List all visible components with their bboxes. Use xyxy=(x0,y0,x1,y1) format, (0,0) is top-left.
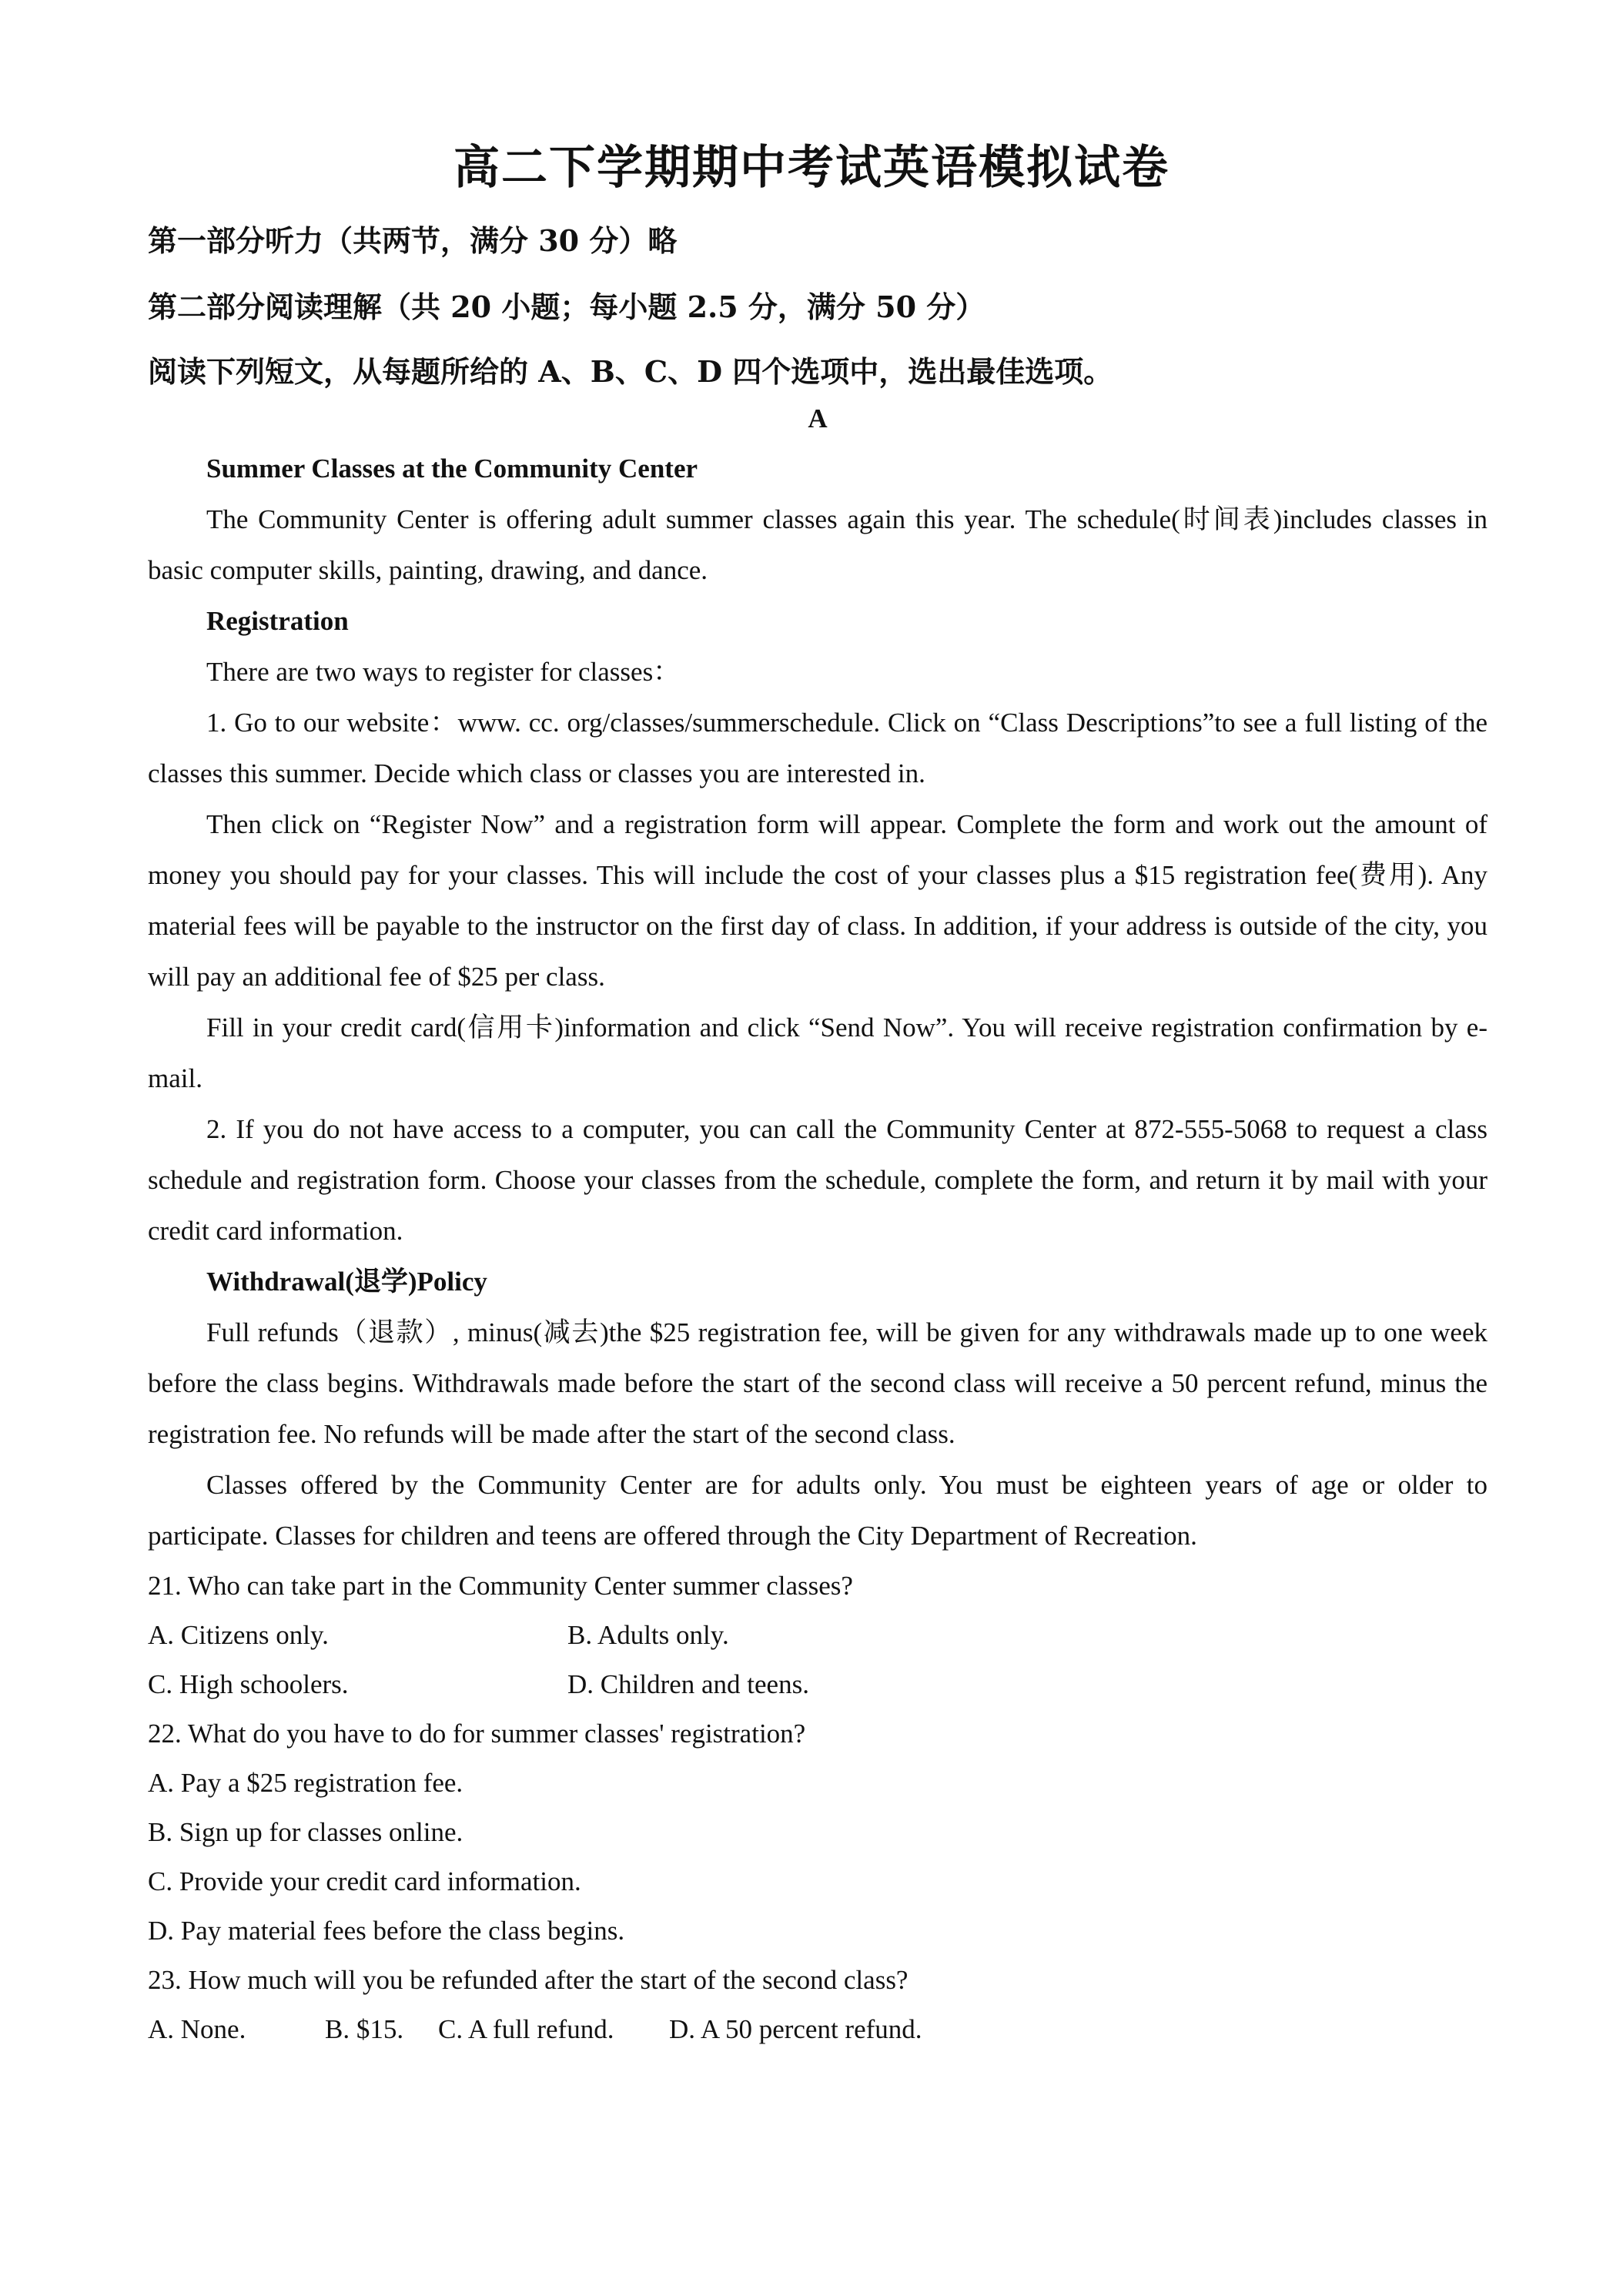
instruction-line: 阅读下列短文，从每题所给的 A、B、C、D 四个选项中，选出最佳选项。 xyxy=(148,354,1113,389)
question-22-option-c: C. Provide your credit card information. xyxy=(148,1866,581,1896)
question-23-option-d: D. A 50 percent refund. xyxy=(669,2014,922,2044)
section-letter: A xyxy=(808,403,828,433)
question-21-options-row-2 xyxy=(148,1660,1487,1709)
part2-heading: 第二部分阅读理解（共 20 小题；每小题 2.5 分，满分 50 分） xyxy=(148,290,986,324)
registration-heading: Registration xyxy=(206,606,349,636)
question-21-option-a: A. Citizens only. xyxy=(148,1620,329,1650)
question-21-option-d: D. Children and teens. xyxy=(567,1669,809,1699)
part1-heading: 第一部分听力（共两节，满分 30 分）略 xyxy=(148,223,678,258)
question-23-option-a: A. None. xyxy=(148,2014,246,2044)
passage-a xyxy=(148,394,1487,2054)
registration-paragraph-1: There are two ways to register for classes： xyxy=(206,657,681,687)
question-22-stem: 22. What do you have to do for summer classes' registration? xyxy=(148,1719,806,1749)
question-22-option-b: B. Sign up for classes online. xyxy=(148,1817,463,1847)
question-23-stem: 23. How much will you be refunded after the start of the second class? xyxy=(148,1965,909,1995)
registration-paragraph-2: 1. Go to our website：www. cc. org/classes/summerschedule. Click on “Class Descriptions”to see a full listing of the classes this summer. Decide which class or classes you are interested in. xyxy=(148,708,1487,788)
question-22-option-a: A. Pay a $25 registration fee. xyxy=(148,1768,463,1798)
question-23-options xyxy=(148,2005,1487,2054)
question-21-option-b: B. Adults only. xyxy=(567,1620,729,1650)
question-21-options-row-1 xyxy=(148,1611,1487,1660)
registration-paragraph-4: Fill in your credit card(信用卡)information and click “Send Now”. You will receive registration confirmation by e-mail. xyxy=(148,1012,1487,1093)
page-title: 高二下学期期中考试英语模拟试卷 xyxy=(453,141,1170,195)
question-23-option-c: C. A full refund. xyxy=(438,2014,614,2044)
registration-paragraph-5: 2. If you do not have access to a computer, you can call the Community Center at 872-555-5068 to request a class schedule and registration form. Choose your classes from the schedule, complete the form, and return it by mail with your credit card information. xyxy=(148,1114,1487,1246)
intro-paragraph: The Community Center is offering adult summer classes again this year. The schedule(时间表)includes classes in basic computer skills, painting, drawing, and dance. xyxy=(148,504,1487,585)
question-23-option-b: B. $15. xyxy=(325,2014,404,2044)
withdrawal-paragraph-1: Full refunds（退款）, minus(减去)the $25 registration fee, will be given for any withdrawals made up to one week before the class begins. Withdrawals made before the start of the second class will receive a 50 percent refund, minus the registration fee. No refunds will be made after the start of the second class. xyxy=(148,1317,1487,1449)
withdrawal-heading: Withdrawal(退学)Policy xyxy=(206,1267,487,1297)
registration-paragraph-3: Then click on “Register Now” and a registration form will appear. Complete the form and work out the amount of money you should pay for your classes. This will include the cost of your classes plus a $15 registration fee(费用). Any material fees will be payable to the instructor on the first day of class. In addition, if your address is outside of the city, you will pay an additional fee of $25 per class. xyxy=(148,809,1487,992)
passage-heading: Summer Classes at the Community Center xyxy=(206,454,698,484)
question-21-stem: 21. Who can take part in the Community Center summer classes? xyxy=(148,1571,853,1601)
question-22-option-d: D. Pay material fees before the class begins. xyxy=(148,1916,625,1946)
withdrawal-paragraph-2: Classes offered by the Community Center are for adults only. You must be eighteen years of age or older to participate. Classes for children and teens are offered through the City Department of Recreation. xyxy=(148,1470,1487,1551)
question-21-option-c: C. High schoolers. xyxy=(148,1669,349,1699)
